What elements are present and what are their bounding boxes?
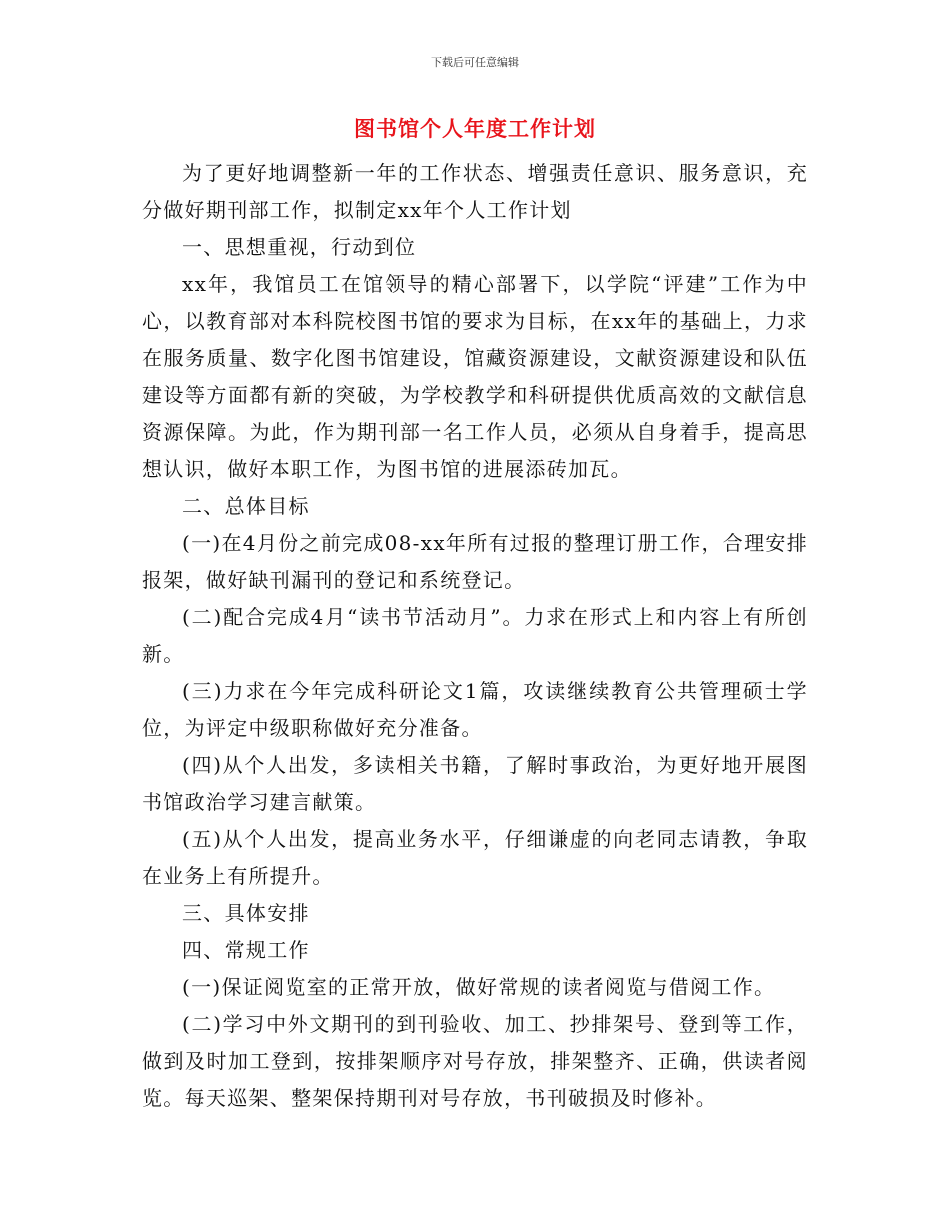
header-note: 下载后可任意编辑 xyxy=(431,56,519,69)
routine-item-2: (二)学习中外文期刊的到刊验收、加工、抄排架号、登到等工作，做到及时加工登到，按排架顺序对号存放，排架整齐、正确，供读者阅览。每天巡架、整架保持期刊对号存放，书刊破损及时修补。 xyxy=(142,1012,808,1110)
heading-section-1: 一、思想重视，行动到位 xyxy=(182,235,417,259)
routine-item-1: (一)保证阅览室的正常开放，做好常规的读者阅览与借阅工作。 xyxy=(182,975,776,999)
goal-item-1: (一)在4月份之前完成08-xx年所有过报的整理订册工作，合理安排报架，做好缺刊漏刊的登记和系统登记。 xyxy=(142,531,808,592)
paragraph-intro: 为了更好地调整新一年的工作状态、增强责任意识、服务意识，充分做好期刊部工作，拟制定xx年个人工作计划 xyxy=(142,161,808,222)
heading-section-4: 四、常规工作 xyxy=(182,938,310,962)
goal-item-5: (五)从个人出发，提高业务水平，仔细谦虚的向老同志请教，争取在业务上有所提升。 xyxy=(142,827,808,888)
heading-section-2: 二、总体目标 xyxy=(182,494,310,518)
heading-section-3: 三、具体安排 xyxy=(182,901,310,925)
paragraph-section-1: xx年，我馆员工在馆领导的精心部署下，以学院“评建”工作为中心，以教育部对本科院校图书馆的要求为目标，在xx年的基础上，力求在服务质量、数字化图书馆建设，馆藏资源建设，文献资源建设和队伍建设等方面都有新的突破，为学校教学和科研提供优质高效的文献信息资源保障。为此，作为期刊部一名工作人员，必须从自身着手，提高思想认识，做好本职工作，为图书馆的进展添砖加瓦。 xyxy=(142,272,808,481)
document-title: 图书馆个人年度工作计划 xyxy=(354,116,596,141)
document-body xyxy=(142,155,808,1117)
goal-item-2: (二)配合完成4月“读书节活动月”。力求在形式上和内容上有所创新。 xyxy=(142,605,808,666)
goal-item-3: (三)力求在今年完成科研论文1篇，攻读继续教育公共管理硕士学位，为评定中级职称做好充分准备。 xyxy=(142,679,808,740)
goal-item-4: (四)从个人出发，多读相关书籍，了解时事政治，为更好地开展图书馆政治学习建言献策。 xyxy=(142,753,808,814)
